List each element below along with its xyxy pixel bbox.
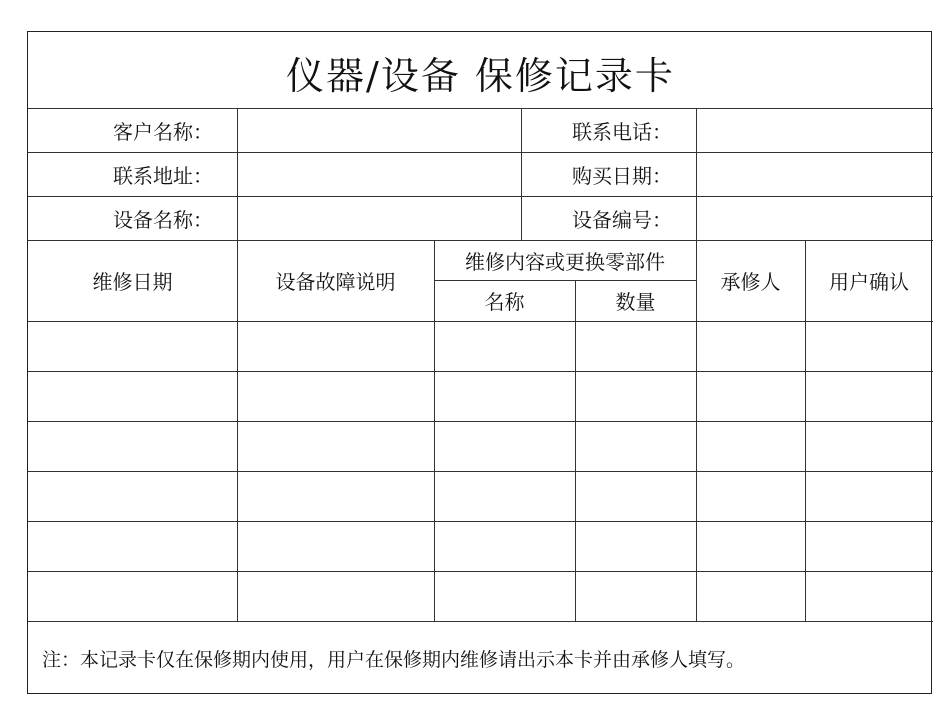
- header-quantity: 数量: [615, 290, 656, 314]
- part-name-cell[interactable]: [435, 322, 575, 371]
- quantity-cell[interactable]: [576, 472, 696, 521]
- header-fault-description: 设备故障说明: [275, 270, 396, 294]
- repair-date-cell[interactable]: [29, 472, 237, 521]
- quantity-cell[interactable]: [576, 372, 696, 421]
- user-confirm-cell[interactable]: [806, 522, 933, 571]
- card-title: 仪器/设备 保修记录卡: [286, 53, 675, 98]
- quantity-cell[interactable]: [576, 522, 696, 571]
- header-repairer: 承修人: [720, 270, 781, 294]
- repairer-cell[interactable]: [697, 472, 805, 521]
- part-name-cell[interactable]: [435, 422, 575, 471]
- repair-date-cell[interactable]: [29, 372, 237, 421]
- header-repair-content-group: 维修内容或更换零部件: [465, 249, 665, 274]
- header-repair-date: 维修日期: [92, 270, 173, 294]
- part-name-cell[interactable]: [435, 372, 575, 421]
- fault-description-cell[interactable]: [238, 572, 434, 621]
- user-confirm-cell[interactable]: [806, 422, 933, 471]
- user-confirm-cell[interactable]: [806, 372, 933, 421]
- device-number-field[interactable]: [697, 197, 933, 240]
- repairer-cell[interactable]: [697, 322, 805, 371]
- purchase-date-field[interactable]: [697, 153, 933, 196]
- repair-date-cell[interactable]: [29, 572, 237, 621]
- warranty-record-card: [27, 31, 932, 694]
- fault-description-cell[interactable]: [238, 372, 434, 421]
- customer-name-label: 客户名称：: [113, 119, 213, 144]
- header-user-confirm: 用户确认: [829, 270, 909, 294]
- part-name-cell[interactable]: [435, 572, 575, 621]
- quantity-cell[interactable]: [576, 322, 696, 371]
- device-name-field[interactable]: [238, 197, 521, 240]
- repairer-cell[interactable]: [697, 372, 805, 421]
- repairer-cell[interactable]: [697, 522, 805, 571]
- footer-note: 注：本记录卡仅在保修期内使用，用户在保修期内维修请出示本卡并由承修人填写。: [42, 649, 746, 671]
- repairer-cell[interactable]: [697, 572, 805, 621]
- part-name-cell[interactable]: [435, 472, 575, 521]
- repair-date-cell[interactable]: [29, 322, 237, 371]
- header-part-name: 名称: [484, 290, 525, 314]
- fault-description-cell[interactable]: [238, 322, 434, 371]
- purchase-date-label: 购买日期：: [572, 163, 672, 188]
- repairer-cell[interactable]: [697, 422, 805, 471]
- device-name-label: 设备名称：: [113, 207, 213, 232]
- device-number-label: 设备编号：: [572, 207, 672, 232]
- user-confirm-cell[interactable]: [806, 572, 933, 621]
- contact-phone-field[interactable]: [697, 109, 933, 152]
- fault-description-cell[interactable]: [238, 422, 434, 471]
- fault-description-cell[interactable]: [238, 472, 434, 521]
- repair-date-cell[interactable]: [29, 422, 237, 471]
- quantity-cell[interactable]: [576, 422, 696, 471]
- contact-address-label: 联系地址：: [113, 163, 213, 188]
- user-confirm-cell[interactable]: [806, 322, 933, 371]
- repair-date-cell[interactable]: [29, 522, 237, 571]
- quantity-cell[interactable]: [576, 572, 696, 621]
- fault-description-cell[interactable]: [238, 522, 434, 571]
- contact-address-field[interactable]: [238, 153, 521, 196]
- part-name-cell[interactable]: [435, 522, 575, 571]
- customer-name-field[interactable]: [238, 109, 521, 152]
- user-confirm-cell[interactable]: [806, 472, 933, 521]
- contact-phone-label: 联系电话：: [572, 119, 672, 144]
